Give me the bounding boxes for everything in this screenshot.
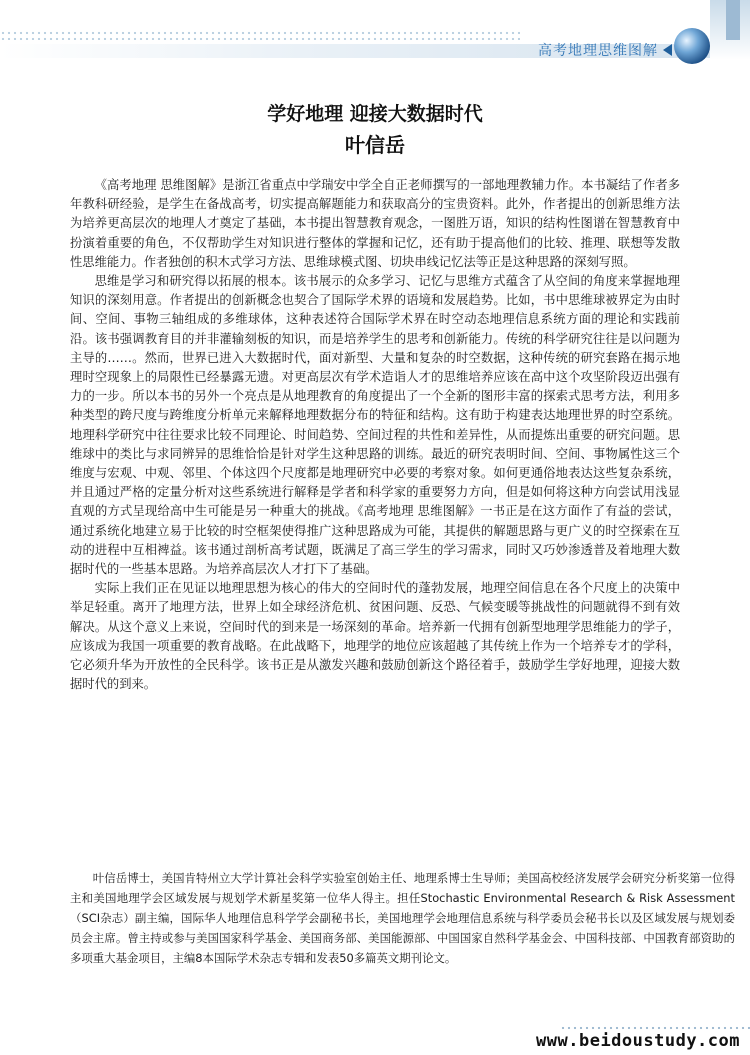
author-bio xyxy=(70,868,735,968)
globe-icon xyxy=(674,28,710,64)
watermark-url: www.beidoustudy.com xyxy=(536,1031,740,1051)
paragraph-1: 《高考地理 思维图解》是浙江省重点中学瑞安中学全自正老师撰写的一部地理教辅力作。本书凝结了作者多年教科研经验，是学生在备战高考，切实提高解题能力和获取高分的宝贵资料。此外，作者提出的创新思维方法为培养更高层次的地理人才奠定了基础，本书提出智慧教育观念，一图胜万语，知识的结构性图谱在智慧教育中扮演着重要的角色，不仅帮助学生对知识进行整体的掌握和记忆，还有助于提高他们的比较、推理、联想等发散性思维能力。作者独创的积木式学习方法、思维球模式图、切块串线记忆法等正是这种思路的深刻写照。 xyxy=(70,178,680,269)
arrow-left-icon xyxy=(663,44,672,56)
preface-body xyxy=(70,176,680,694)
paragraph-2: 思维是学习和研究得以拓展的根本。该书展示的众多学习、记忆与思维方式蕴含了从空间的角度来掌握地理知识的深刻用意。作者提出的创新概念也契合了国际学术界的语境和发展趋势。比如，书中思维球被界定为由时间、空间、事物三轴组成的多维球体，这种表述符合国际学术界在时空动态地理信息系统方面的理论和实践前沿。该书强调教育目的并非灌输刻板的知识，而是培养学生的思考和创新能力。传统的科学研究往往是以问题为主导的……。然而，世界已进入大数据时代，面对新型、大量和复杂的时空数据，这种传统的研究套路在揭示地理时空现象上的局限性已经暴露无遗。对更高层次有学术造诣人才的思维培养应该在高中这个攻坚阶段迈出强有力的一步。所以本书的另外一个亮点是从地理教育的角度提出了一个全新的图形丰富的探索式思考方法，利用多种类型的跨尺度与跨维度分析单元来解释地理数据分布的特征和结构。这有助于构建表达地理世界的时空系统。地理科学研究中往往要求比较不同理论、时间趋势、空间过程的共性和差异性，从而提炼出重要的研究问题。思维球中的类比与求同辨异的思维恰恰是针对学生这种思路的训练。最近的研究表明时间、空间、事物属性这三个维度与宏观、中观、邻里、个体这四个尺度都是地理研究中必要的考察对象。如何更通俗地表达这些复杂系统，并且通过严格的定量分析对这些系统进行解释是学者和科学家的重要努力方向，但是如何将这种方向尝试用浅显直观的方式呈现给高中生可能是另一种重大的挑战。《高考地理 思维图解》一书正是在这方面作了有益的尝试，通过系统化地建立易于比较的时空框架使得推广这种思路成为可能，其提供的解题思路与更广义的时空探索在互动的进程中互相裨益。该书通过剖析高考试题，既满足了高三学生的学习需求，同时又巧妙渗透普及着地理大数据时代的一些基本思路。为培养高层次人才打下了基础。 xyxy=(70,274,680,577)
header-book-title: 高考地理思维图解 xyxy=(538,43,658,59)
page-author: 叶信岳 xyxy=(345,133,405,157)
page-title: 学好地理 迎接大数据时代 xyxy=(267,103,483,125)
corner-decoration-bar xyxy=(726,0,740,40)
header-dot-pattern xyxy=(0,30,520,40)
author-bio-text: 叶信岳博士，美国肯特州立大学计算社会科学实验室创始主任、地理系博士生导师；美国高校经济发展学会研究分析奖第一位得主和美国地理学会区域发展与规划学术新星奖第一位华人得主。担任Stochastic Environmental Research & Risk Assessment（SCI杂志）副主编，国际华人地理信息科学学会副秘书长，美国地理学会地理信息系统与科学委员会秘书长以及区域发展与规划委员会主席。曾主持或参与美国国家科学基金、美国商务部、美国能源部、中国国家自然科学基金会、中国科技部、中国教育部资助的多项重大基金项目，主编8本国际学术杂志专辑和发表50多篇英文期刊论文。 xyxy=(70,871,735,965)
page-header xyxy=(0,0,750,78)
paragraph-3: 实际上我们正在见证以地理思想为核心的伟大的空间时代的蓬勃发展，地理空间信息在各个尺度上的决策中举足轻重。离开了地理方法，世界上如全球经济危机、贫困问题、反恐、气候变暖等挑战性的问题就得不到有效解决。从这个意义上来说，空间时代的到来是一场深刻的革命。培养新一代拥有创新型地理学思维能力的学子，应该成为我国一项重要的教育战略。在此战略下，地理学的地位应该超越了其传统上作为一个培养专才的学科，它必须升华为开放性的全民科学。该书正是从激发兴趣和鼓励创新这个路径着手，鼓励学生学好地理，迎接大数据时代的到来。 xyxy=(70,581,680,692)
